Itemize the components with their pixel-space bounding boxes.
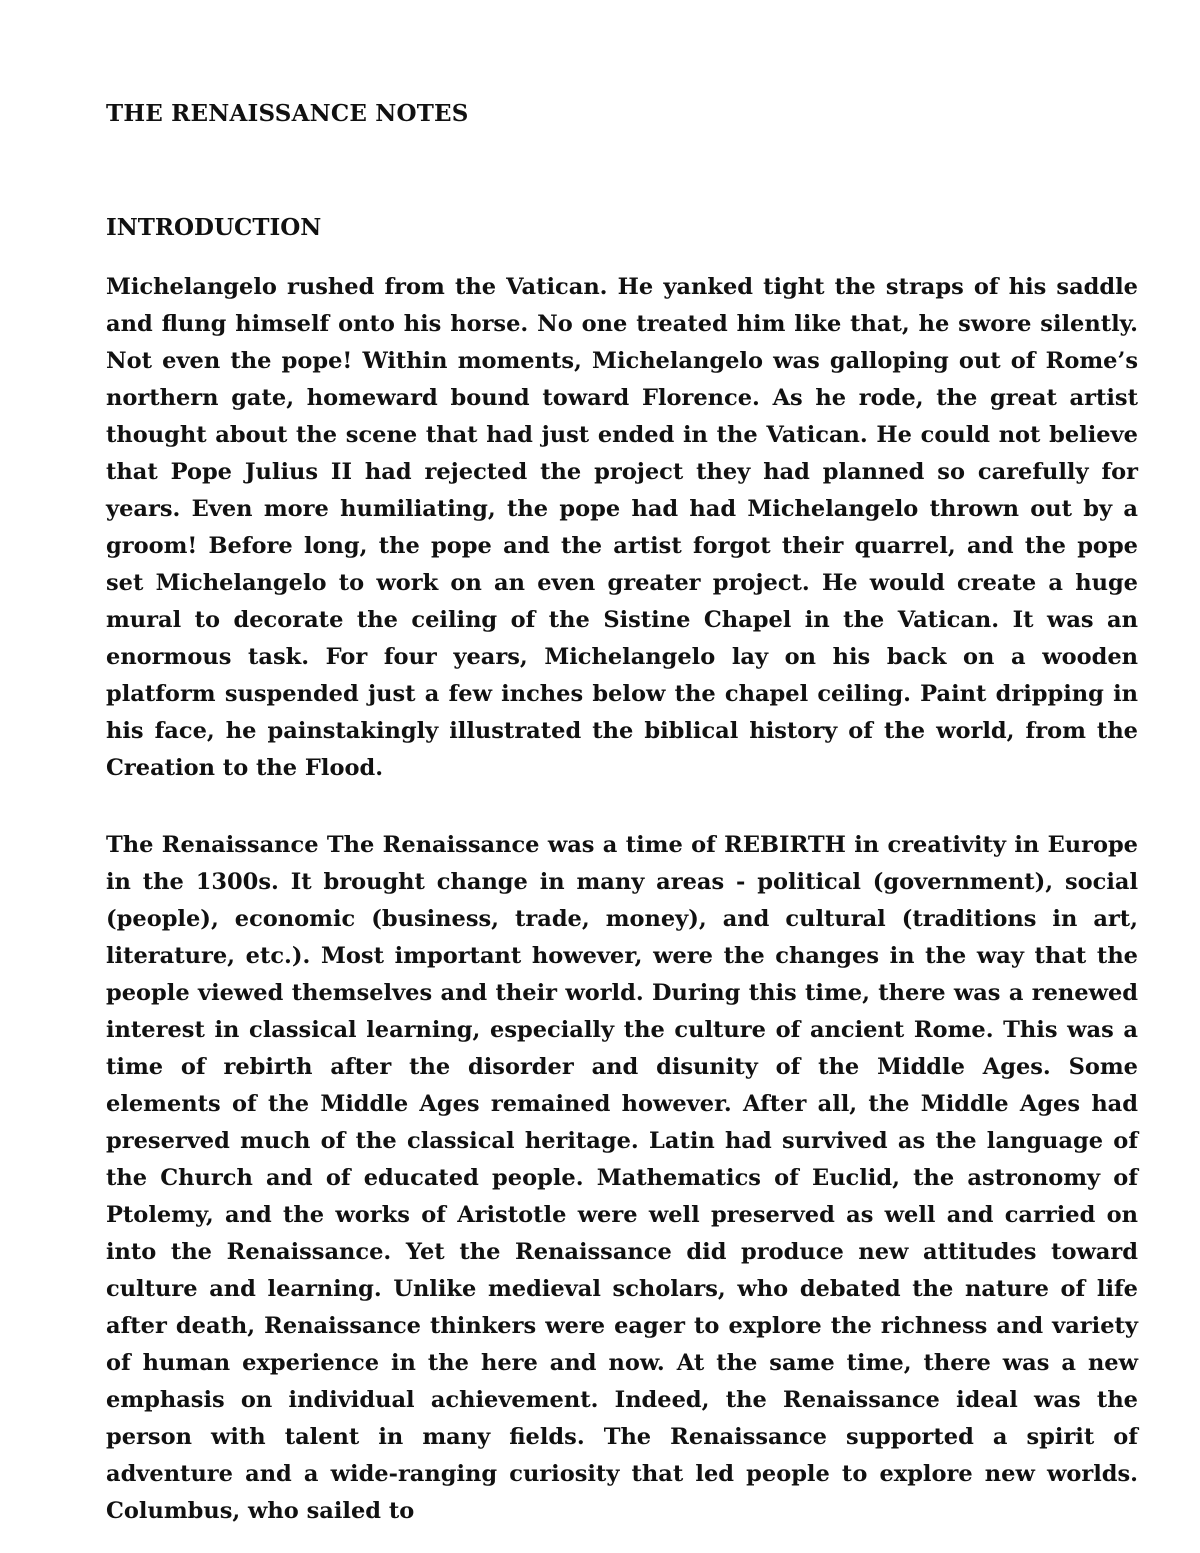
- paragraph-renaissance: The Renaissance The Renaissance was a time of REBIRTH in creativity in Europe in the 1300s. It brought change in many areas - political (government), social (people), economic (business, trade, money), and cultural (traditions in art, literature, etc.). Most important however, were the changes in the way that the people viewed themselves and their world. During this time, there was a renewed interest in classical learning, especially the culture of ancient Rome. This was a time of rebirth after the disorder and disunity of the Middle Ages. Some elements of the Middle Ages remained however. After all, the Middle Ages had preserved much of the classical heritage. Latin had survived as the language of the Church and of educated people. Mathematics of Euclid, the astronomy of Ptolemy, and the works of Aristotle were well preserved as well and carried on into the Renaissance. Yet the Renaissance did produce new attitudes toward culture and learning. Unlike medieval scholars, who debated the nature of life after death, Renaissance thinkers were eager to explore the richness and variety of human experience in the here and now. At the same time, there was a new emphasis on individual achievement. Indeed, the Renaissance ideal was the person with talent in many fields. The Renaissance supported a spirit of adventure and a wide-ranging curiosity that led people to explore new worlds. Columbus, who sailed to: [106, 832, 1138, 1524]
- paragraph-michelangelo: Michelangelo rushed from the Vatican. He yanked tight the straps of his saddle and flung himself onto his horse. No one treated him like that, he swore silently. Not even the pope! Within moments, Michelangelo was galloping out of Rome’s northern gate, homeward bound toward Florence. As he rode, the great artist thought about the scene that had just ended in the Vatican. He could not believe that Pope Julius II had rejected the project they had planned so carefully for years. Even more humiliating, the pope had had Michelangelo thrown out by a groom! Before long, the pope and the artist forgot their quarrel, and the pope set Michelangelo to work on an even greater project. He would create a huge mural to decorate the ceiling of the Sistine Chapel in the Vatican. It was an enormous task. For four years, Michelangelo lay on his back on a wooden platform suspended just a few inches below the chapel ceiling. Paint dripping in his face, he painstakingly illustrated the biblical history of the world, from the Creation to the Flood.: [106, 274, 1138, 781]
- section-heading-introduction: INTRODUCTION: [106, 214, 322, 241]
- document-title: THE RENAISSANCE NOTES: [106, 100, 469, 127]
